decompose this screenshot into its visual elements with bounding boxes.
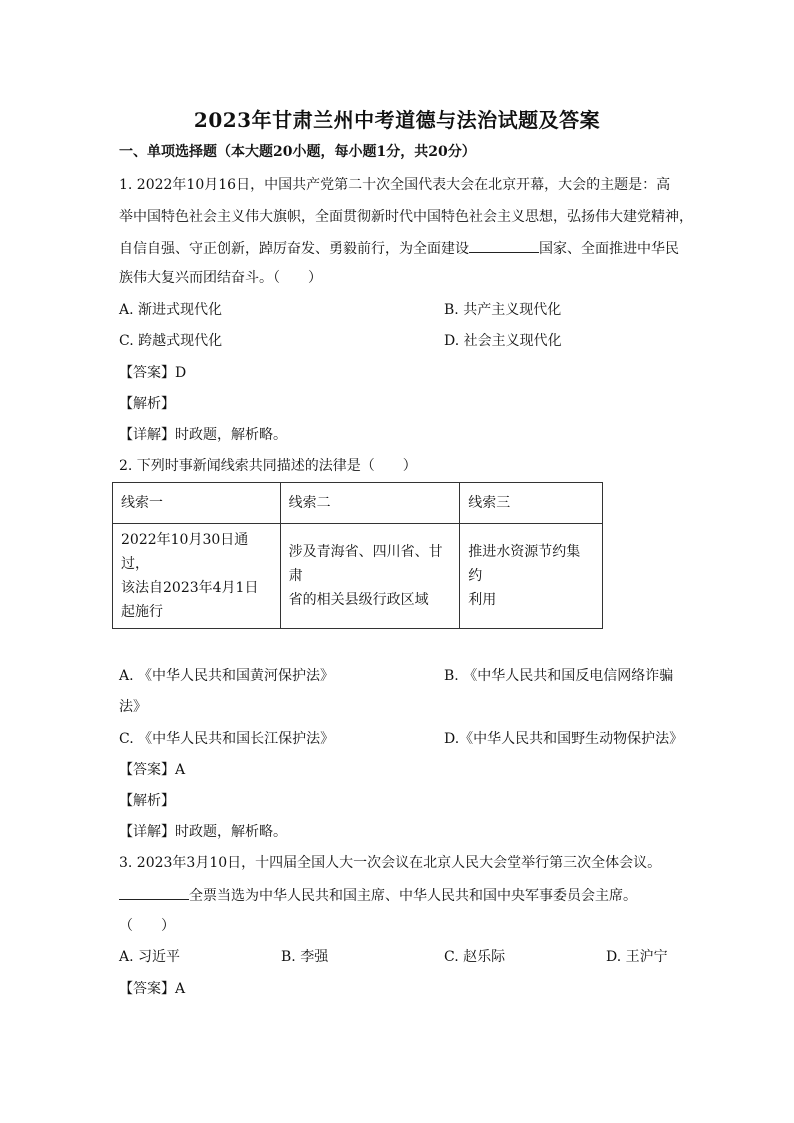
page-title: 2023年甘肃兰州中考道德与法治试题及答案	[193, 108, 601, 132]
table-cell-line: 该法自2023年4月1日	[121, 580, 259, 596]
q1-analysis: 【解析】	[119, 396, 175, 412]
table-cell-line: 起施行	[121, 604, 163, 620]
table-header-cell: 线索一	[113, 483, 281, 524]
q2-analysis: 【解析】	[119, 793, 175, 809]
q2-stem: 2. 下列时事新闻线索共同描述的法律是（ ）	[119, 458, 417, 474]
q3-option-d: D. 王沪宁	[606, 949, 668, 965]
q2-option-d: D.《中华人民共和国野生动物保护法》	[444, 731, 684, 747]
q2-answer: 【答案】A	[119, 762, 186, 778]
q3-stem-line2	[119, 885, 637, 906]
q3-stem-line1: 3. 2023年3月10日，十四届全国人大一次会议在北京人民大会堂举行第三次全体会议。	[119, 855, 662, 871]
q2-option-b: B. 《中华人民共和国反电信网络诈骗	[444, 668, 674, 684]
table-header-cell: 线索二	[280, 483, 460, 524]
q1-option-c: C. 跨越式现代化	[119, 333, 223, 349]
table-row	[113, 524, 603, 629]
table-cell	[280, 524, 460, 629]
q2-option-c: C. 《中华人民共和国长江保护法》	[119, 731, 335, 747]
table-header-row	[113, 483, 603, 524]
q1-detail: 【详解】时政题，解析略。	[119, 427, 287, 443]
q2-option-a: A. 《中华人民共和国黄河保护法》	[119, 668, 335, 684]
news-clue-table	[112, 482, 603, 629]
q3-answer: 【答案】A	[119, 981, 186, 997]
q1-option-b: B. 共产主义现代化	[444, 302, 562, 318]
fill-blank	[469, 238, 539, 253]
q3-option-a: A. 习近平	[119, 949, 181, 965]
q1-stem-line3-b: 国家、全面推进中华民	[539, 241, 679, 257]
q2-detail: 【详解】时政题，解析略。	[119, 824, 287, 840]
table-cell-line: 涉及青海省、四川省、甘肃	[288, 544, 443, 584]
table-cell	[460, 524, 603, 629]
table-cell	[113, 524, 281, 629]
q1-option-d: D. 社会主义现代化	[444, 333, 562, 349]
table-cell-line: 2022年10月30日通过，	[121, 532, 249, 572]
q1-stem-line4: 族伟大复兴而团结奋斗。（ ）	[119, 270, 322, 286]
q3-stem-line3: （ ）	[119, 918, 175, 934]
q3-option-b: B. 李强	[281, 949, 329, 965]
table-cell-line: 推进水资源节约集约	[468, 544, 581, 584]
table-header-cell: 线索三	[460, 483, 603, 524]
q3-option-c: C. 赵乐际	[444, 949, 506, 965]
q3-stem-line2-b: 全票当选为中华人民共和国主席、中华人民共和国中央军事委员会主席。	[189, 888, 637, 904]
q1-stem-line3	[119, 238, 679, 259]
q1-stem-line3-a: 自信自强、守正创新，踔厉奋发、勇毅前行，为全面建设	[119, 241, 469, 257]
section-heading: 一、单项选择题（本大题20小题，每小题1分，共20分）	[119, 144, 476, 160]
table-cell-line: 利用	[468, 592, 497, 608]
fill-blank	[119, 885, 189, 900]
q1-stem-line2: 举中国特色社会主义伟大旗帜，全面贯彻新时代中国特色社会主义思想，弘扬伟大建党精神，	[119, 209, 693, 225]
q1-stem-line1: 1. 2022年10月16日，中国共产党第二十次全国代表大会在北京开幕，大会的主题是：高	[119, 177, 671, 193]
q1-answer: 【答案】D	[119, 365, 187, 381]
q2-option-b-cont: 法》	[119, 699, 147, 715]
table-cell-line: 省的相关县级行政区域	[288, 592, 429, 608]
q1-option-a: A. 渐进式现代化	[119, 302, 223, 318]
